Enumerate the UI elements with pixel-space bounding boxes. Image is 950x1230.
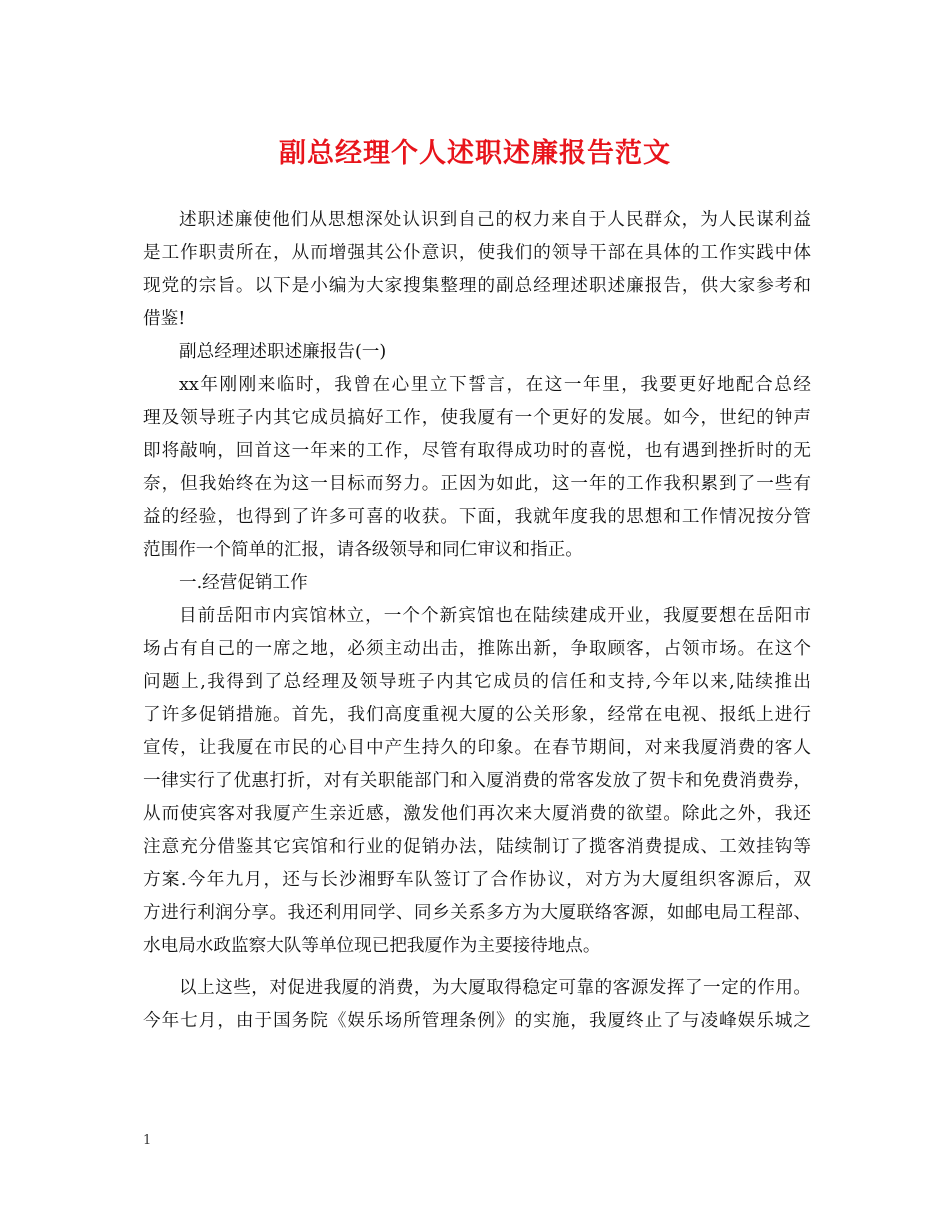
page-number: 1 bbox=[143, 1133, 152, 1148]
paragraph-line: 注意充分借鉴其它宾馆和行业的促销办法，陆续制订了揽客消费提成、工效挂钩等 bbox=[143, 837, 811, 857]
paragraph-line: 述职述廉使他们从思想深处认识到自己的权力来自于人民群众，为人民谋利益 bbox=[179, 210, 811, 230]
paragraph-line: xx年刚刚来临时，我曾在心里立下誓言，在这一年里，我要更好地配合总经 bbox=[179, 375, 811, 395]
paragraph-line: 从而使宾客对我厦产生亲近感，激发他们再次来大厦消费的欲望。除此之外，我还 bbox=[143, 804, 811, 824]
paragraph-line: 即将敲响，回首这一年来的工作，尽管有取得成功时的喜悦，也有遇到挫折时的无 bbox=[143, 441, 811, 461]
paragraph-line: 益的经验，也得到了许多可喜的收获。下面，我就年度我的思想和工作情况按分管 bbox=[143, 507, 811, 527]
paragraph-line: 目前岳阳市内宾馆林立，一个个新宾馆也在陆续建成开业，我厦要想在岳阳市 bbox=[179, 606, 811, 626]
paragraph-line: 理及领导班子内其它成员搞好工作，使我厦有一个更好的发展。如今，世纪的钟声 bbox=[143, 408, 811, 428]
paragraph-line: 了许多促销措施。首先，我们高度重视大厦的公关形象，经常在电视、报纸上进行 bbox=[143, 705, 811, 725]
paragraph-line: 范围作一个简单的汇报，请各级领导和同仁审议和指正。 bbox=[143, 540, 583, 560]
document-body bbox=[143, 204, 811, 1038]
paragraph-line: 方进行利润分享。我还利用同学、同乡关系多方为大厦联络客源，如邮电局工程部、 bbox=[143, 903, 811, 923]
paragraph-line: 是工作职责所在，从而增强其公仆意识，使我们的领导干部在具体的工作实践中体 bbox=[143, 243, 811, 263]
section-heading: 副总经理述职述廉报告(一) bbox=[179, 342, 387, 362]
paragraph-line: 借鉴! bbox=[143, 309, 186, 329]
paragraph-line: 一律实行了优惠打折，对有关职能部门和入厦消费的常客发放了贺卡和免费消费券， bbox=[143, 771, 811, 791]
paragraph-line: 以上这些，对促进我厦的消费，为大厦取得稳定可靠的客源发挥了一定的作用。 bbox=[179, 978, 811, 998]
section-heading: 一.经营促销工作 bbox=[179, 573, 308, 593]
paragraph-line: 问题上,我得到了总经理及领导班子内其它成员的信任和支持,今年以来,陆续推出 bbox=[143, 672, 811, 692]
paragraph-line: 场占有自己的一席之地，必须主动出击，推陈出新，争取顾客，占领市场。在这个 bbox=[143, 639, 811, 659]
document-title: 副总经理个人述职述廉报告范文 bbox=[279, 138, 671, 169]
paragraph-line: 今年七月，由于国务院《娱乐场所管理条例》的实施，我厦终止了与凌峰娱乐城之 bbox=[143, 1011, 811, 1031]
paragraph-line: 水电局水政监察大队等单位现已把我厦作为主要接待地点。 bbox=[143, 936, 601, 956]
paragraph-line: 奈，但我始终在为这一目标而努力。正因为如此，这一年的工作我积累到了一些有 bbox=[143, 474, 811, 494]
paragraph-line: 宣传，让我厦在市民的心目中产生持久的印象。在春节期间，对来我厦消费的客人 bbox=[143, 738, 811, 758]
paragraph-line: 方案.今年九月，还与长沙湘野车队签订了合作协议，对方为大厦组织客源后，双 bbox=[143, 870, 811, 890]
paragraph-line: 现党的宗旨。以下是小编为大家搜集整理的副总经理述职述廉报告，供大家参考和 bbox=[143, 276, 811, 296]
